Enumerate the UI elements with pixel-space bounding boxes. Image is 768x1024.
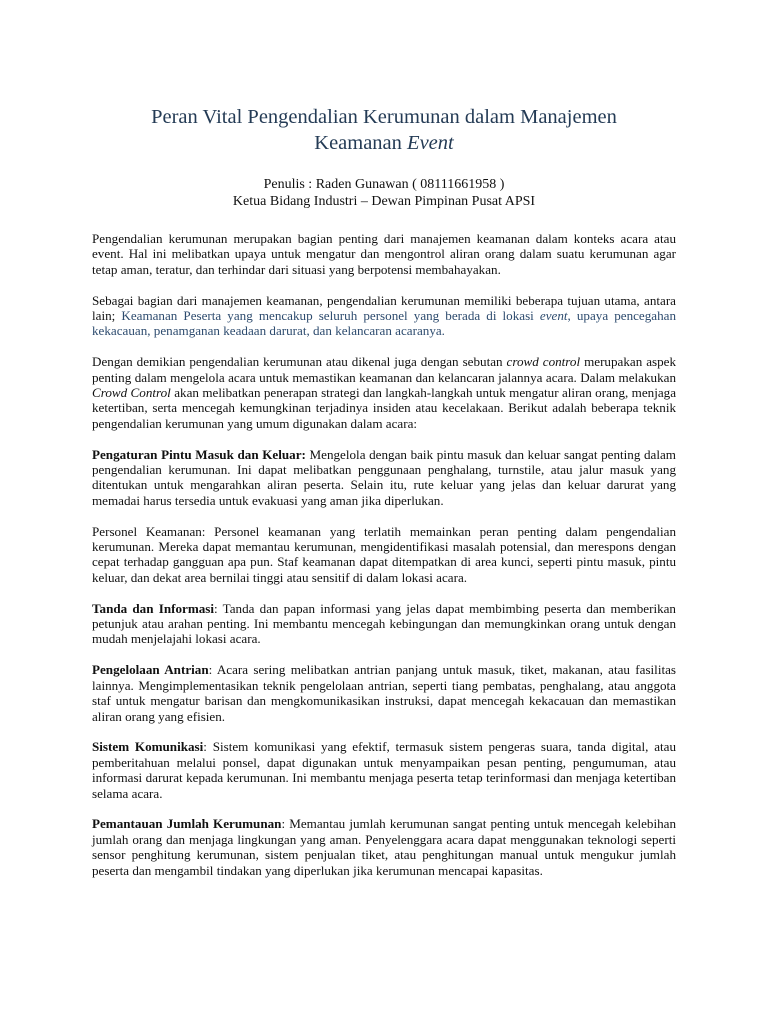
crowd-control-term-2: Crowd Control <box>92 385 171 401</box>
entry-exit-body: Mengelola dengan baik pintu masuk dan keluar sangat penting dalam pengendalian kerumunan. Ini dapat melibatkan penggunaan penghalang, turnstile, atau jalur masuk yang ditentukan untuk mengarahkan aliran peserta. Selain itu, rute keluar yang jelas dan keluar darurat yang memadai harus tersedia untuk evakuasi yang aman jika diperlukan. <box>92 446 676 508</box>
paragraph-crowd-count <box>92 816 676 878</box>
title-line-1: Peran Vital Pengendalian Kerumunan dalam Manajemen <box>151 106 617 128</box>
crowd-control-term: crowd control <box>506 354 581 370</box>
communication-heading: Sistem Komunikasi <box>92 739 204 755</box>
goals-highlight <box>92 308 676 338</box>
communication-body: : Sistem komunikasi yang efektif, termasuk sistem pengeras suara, tanda digital, atau pemberitahuan melalui ponsel, dapat digunakan untuk menyampaikan pesan penting, pengumuman, atau informasi darurat kepada kerumunan. Ini membantu menjaga peserta tetap terinformasi dan menjaga ketertiban selama acara. <box>92 739 676 801</box>
goals-text: Sebagai bagian dari manajemen keamanan, pengendalian kerumunan memiliki beberapa tujuan utama, antara lain; <box>92 292 676 324</box>
goals-event-word: event <box>539 308 568 324</box>
title-line-2: Keamanan <box>314 132 408 154</box>
paragraph-security-personnel: Personel Keamanan: Personel keamanan yang terlatih memainkan peran penting dalam pengendalian kerumunan. Mereka dapat memantau kerumunan, mengidentifikasi masalah potensial, dan merespons dengan cepat terhadap gangguan apa pun. Staf keamanan dapat ditempatkan di area kunci, seperti pintu masuk, pintu keluar, dan dekat area bernilai tinggi atau sensitif di dalam lokasi acara. <box>92 523 676 585</box>
author-line: Penulis : Raden Gunawan ( 08111661958 ) <box>263 177 505 192</box>
byline <box>92 176 676 210</box>
title-event-word: Event <box>407 132 454 154</box>
paragraph-intro: Pengendalian kerumunan merupakan bagian penting dari manajemen keamanan dalam konteks acara atau event. Hal ini melibatkan upaya untuk mengatur dan mengontrol aliran orang dalam suatu kerumunan agar tetap aman, teratur, dan terhindar dari situasi yang berpotensi membahayakan. <box>92 231 676 277</box>
crowd-count-heading: Pemantauan Jumlah Kerumunan <box>92 816 282 832</box>
paragraph-communication <box>92 739 676 801</box>
entry-exit-heading: Pengaturan Pintu Masuk dan Keluar: <box>92 446 306 462</box>
signs-heading: Tanda dan Informasi <box>92 600 215 616</box>
paragraph-crowd-control <box>92 354 676 431</box>
paragraph-queue <box>92 662 676 724</box>
crowd-text-3: akan melibatkan penerapan strategi dan langkah-langkah untuk mengatur aliran orang, menjaga ketertiban, serta mencegah kemungkinan terjadinya insiden atau kecelakaan. Berikut adalah beberapa teknik pengendalian kerumunan yang umum digunakan dalam acara: <box>92 385 676 431</box>
queue-heading: Pengelolaan Antrian <box>92 662 209 678</box>
paragraph-goals <box>92 293 676 339</box>
queue-body: : Acara sering melibatkan antrian panjang untuk masuk, tiket, makanan, atau fasilitas lainnya. Mengimplementasikan teknik pengelolaan antrian, seperti tiang pembatas, penghalang, atau anggota staf untuk mengatur barisan dan mengkomunikasikan instruksi, dapat mencegah kekacauan dan memastikan aliran orang yang efisien. <box>92 662 676 724</box>
crowd-text-1: Dengan demikian pengendalian kerumunan atau dikenal juga dengan sebutan <box>92 354 507 370</box>
crowd-text-2: merupakan aspek penting dalam mengelola acara untuk memastikan keamanan dan kelancaran jalannya acara. Dalam melakukan <box>92 354 677 385</box>
crowd-count-body: : Memantau jumlah kerumunan sangat penting untuk mencegah kelebihan jumlah orang dan menjaga lingkungan yang aman. Penyelenggara acara dapat menggunakan teknologi seperti sensor penghitung kerumunan, sistem penjualan tiket, atau penghitungan manual untuk mengukur jumlah peserta dan mengambil tindakan yang diperlukan jika kerumunan mencapai kapasitas. <box>92 816 676 878</box>
paragraph-entry-exit <box>92 447 676 509</box>
author-position: Ketua Bidang Industri – Dewan Pimpinan Pusat APSI <box>232 194 536 209</box>
goals-highlight-text: Keamanan Peserta yang mencakup seluruh personel yang berada di lokasi <box>121 308 540 324</box>
paragraph-signs <box>92 601 676 647</box>
signs-body: : Tanda dan papan informasi yang jelas dapat membimbing peserta dan memberikan petunjuk atau arahan penting. Ini membantu mencegah kebingungan dan memungkinkan orang untuk dengan mudah menjelajahi lokasi acara. <box>92 600 676 647</box>
goals-highlight-tail: , upaya pencegahan kekacauan, penamganan keadaan darurat, dan kelancaran acaranya. <box>92 308 676 339</box>
article-title <box>92 104 676 156</box>
